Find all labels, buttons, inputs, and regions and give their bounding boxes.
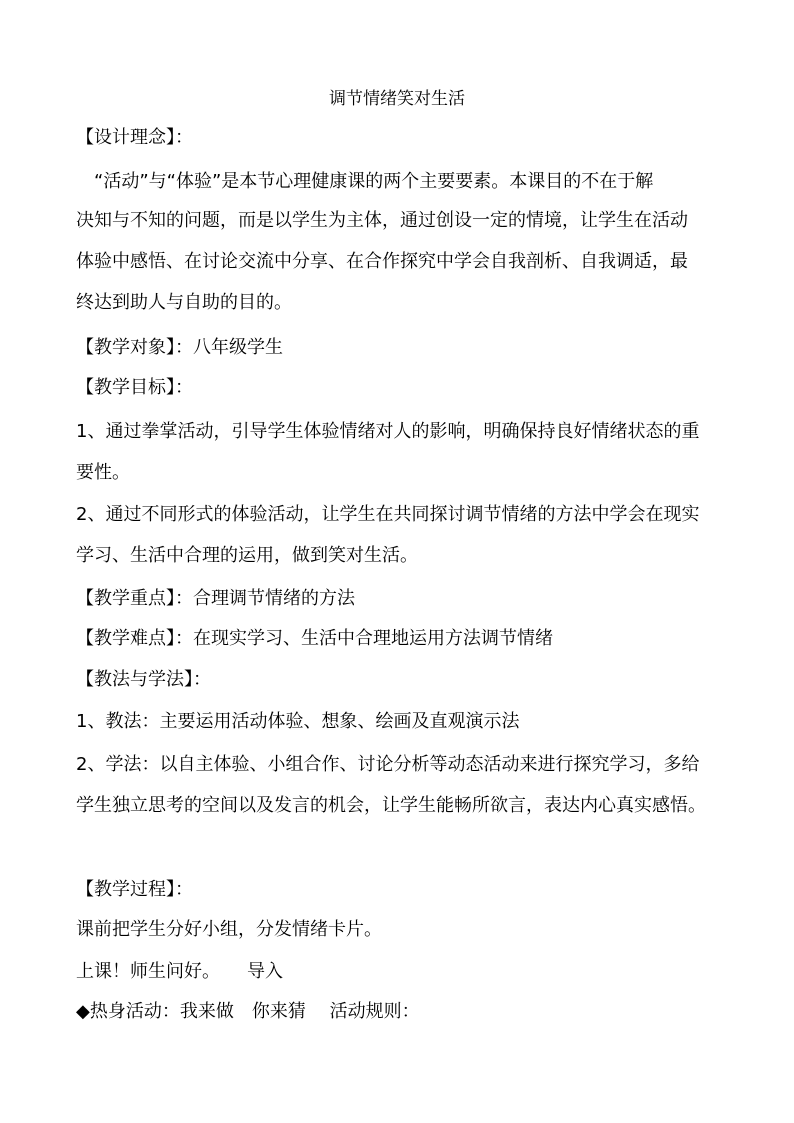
- method-item-line: 1、教法：主要运用活动体验、想象、绘画及直观演示法: [76, 711, 520, 732]
- method-item-line: 2、学法：以自主体验、小组合作、讨论分析等动态活动来进行探究学习，多给: [76, 754, 700, 775]
- section-difficulties: 【教学难点】：在现实学习、生活中合理地运用方法调节情绪: [76, 628, 553, 649]
- document-title: 调节情绪笑对生活: [329, 89, 465, 109]
- method-item-line: 学生独立思考的空间以及发言的机会，让学生能畅所欲言，表达内心真实感悟。: [76, 795, 706, 816]
- goal-item-line: 1、通过拳掌活动，引导学生体验情绪对人的影响，明确保持良好情绪状态的重: [76, 421, 700, 442]
- process-line: 课前把学生分好小组，分发情绪卡片。: [76, 919, 382, 940]
- paragraph-line: 终达到助人与自助的目的。: [76, 292, 292, 313]
- section-design-concept-heading: 【设计理念】：: [76, 127, 193, 148]
- paragraph-line: 体验中感悟、在讨论交流中分享、在合作探究中学会自我剖析、自我调适，最: [76, 251, 688, 272]
- section-methods-heading: 【教法与学法】：: [76, 669, 211, 690]
- section-process-heading: 【教学过程】：: [76, 879, 193, 900]
- goal-item-line: 要性。: [76, 462, 130, 483]
- section-teaching-target: 【教学对象】：八年级学生: [76, 337, 283, 358]
- process-line: 上课！师生问好。 导入: [76, 961, 283, 982]
- paragraph-line: 决知与不知的问题，而是以学生为主体，通过创设一定的情境，让学生在活动: [76, 210, 688, 231]
- process-line: ◆热身活动：我来做 你来猜 活动规则：: [76, 1001, 420, 1022]
- paragraph-line: “活动”与“体验”是本节心理健康课的两个主要要素。本课目的不在于解: [76, 171, 654, 192]
- section-teaching-goals-heading: 【教学目标】：: [76, 377, 193, 398]
- section-key-points: 【教学重点】：合理调节情绪的方法: [76, 588, 355, 609]
- goal-item-line: 学习、生活中合理的运用，做到笑对生活。: [76, 545, 418, 566]
- goal-item-line: 2、通过不同形式的体验活动，让学生在共同探讨调节情绪的方法中学会在现实: [76, 504, 700, 525]
